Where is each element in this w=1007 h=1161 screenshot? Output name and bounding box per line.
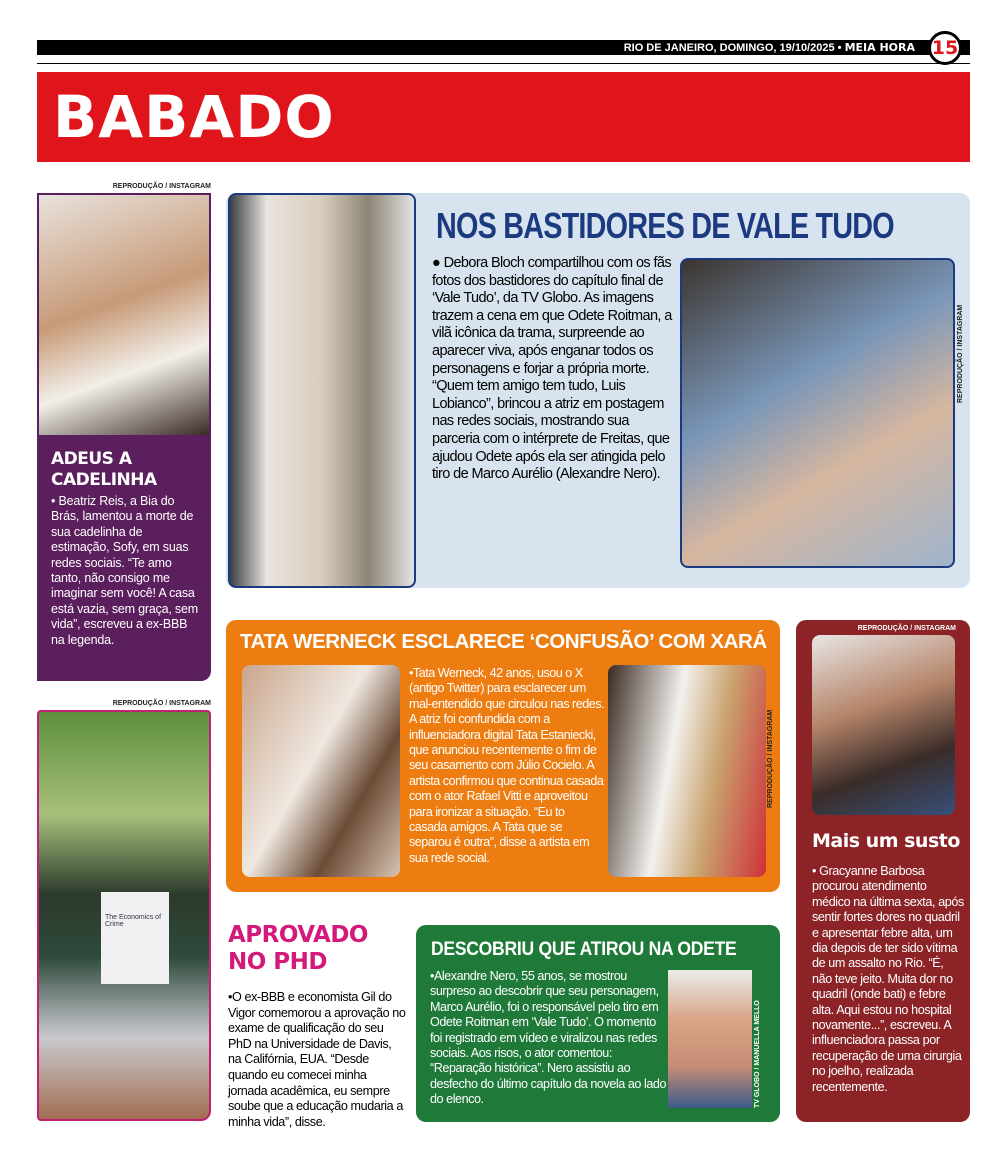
photo-bastidores-selfie [680, 258, 955, 568]
brand: MEIA HORA [844, 41, 915, 54]
photo-credit: REPRODUÇÃO / INSTAGRAM [112, 700, 211, 707]
story-susto [796, 620, 970, 1122]
story-title: Mais um susto [812, 830, 960, 852]
story-tata [226, 620, 780, 892]
photo-credit: REPRODUÇÃO / INSTAGRAM [767, 709, 774, 808]
story-body-text: Debora Bloch compartilhou com os fãs fotos dos bastidores do capítulo final de ‘Vale Tudo’, da TV Globo. As imagens trazem a cena em que Odete Roitman, a vilã icônica da trama, surpreende ao aparecer viva, após enganar todos os personagens e forjar a própria morte. “Quem tem amigo tem tudo, Luis Lobianco”, brincou a atriz em postagem nas redes sociais, mostrando sua parceria com o intérprete de Freitas, que ajudou Odete após ela ser atingida pelo tiro de Marco Aurélio (Alexandre Nero). [432, 255, 672, 483]
photo-gracyanne [812, 635, 955, 815]
photo-credit: REPRODUÇÃO / INSTAGRAM [112, 183, 211, 190]
photo-alexandre-nero [668, 970, 752, 1108]
section-title: BABADO [37, 72, 970, 162]
story-body: • Gracyanne Barbosa procurou atendimento médico na última sexta, após sentir fortes dores no quadril e apresentar febre alta, um dia depois de ter sido vítima de um assalto no Rio. “É, não teve jeito. Muita dor no quadril (onde bati) e febre alta. Aqui estou no hospital novamente...”, escreveu. A influenciadora passa por recuperação de uma cirurgia no joelho, realizada recentemente. [812, 864, 964, 1094]
dateline: RIO DE JANEIRO, DOMINGO, 19/10/2025 • [623, 42, 842, 54]
story-cadelinha [37, 193, 211, 681]
story-body: • Beatriz Reis, a Bia do Brás, lamentou a morte de sua cadelinha de estimação, Sofy, em suas redes sociais. “Te amo tanto, não consigo me imaginar sem você! A casa está vazia, sem graça, sem vida”, escreveu a ex-BBB na legenda. [51, 494, 198, 647]
story-body: •Alexandre Nero, 55 anos, se mostrou surpreso ao descobrir que seu personagem, Marco Aurélio, foi o responsável pelo tiro em Odete Roitman em ‘Vale Tudo’. O momento foi registrado em vídeo e viralizou nas redes sociais. Aos risos, o ator comentou: “Reparação histórica”. Nero assistiu ao desfecho do último capítulo da novela ao lado do elenco. [430, 969, 667, 1107]
book-cover: The Economics of Crime [101, 892, 169, 984]
photo-credit: TV GLOBO / MANUELLA MELLO [754, 1000, 761, 1108]
story-body: •O ex-BBB e economista Gil do Vigor comemorou a aprovação no exame de qualificação do seu PhD na Universidade de Davis, na Califórnia, EUA. “Desde quando eu comecei minha jornada acadêmica, eu sempre soube que a educação mudaria a minha vida”, disse. [228, 990, 406, 1129]
photo-credit: REPRODUÇÃO / INSTAGRAM [957, 304, 964, 403]
story-title: DESCOBRIU QUE ATIROU NA ODETE [431, 938, 737, 960]
story-title: APROVADO NO PHD [228, 922, 368, 975]
story-body: ● Debora Bloch compartilhou com os fãs fotos dos bastidores do capítulo final de ‘Vale Tudo’, da TV Globo. As imagens trazem a cena em que Odete Roitman, a vilã icônica da trama, surpreende ao aparecer viva, após enganar todos os personagens e forjar a própria morte. “Quem tem amigo tem tudo, Luis Lobianco”, brincou a atriz em postagem nas redes sociais, mostrando sua parceria com o intérprete de Freitas, que ajudou Odete após ela ser atingida pelo tiro de Marco Aurélio (Alexandre Nero). [432, 255, 672, 483]
photo-gil-do-vigor [37, 710, 211, 1121]
story-bastidores [226, 193, 970, 588]
story-odete [416, 925, 780, 1122]
photo-tata-rafael [242, 665, 400, 877]
dateline-bar [37, 40, 970, 55]
story-title: TATA WERNECK ESCLARECE ‘CONFUSÃO’ COM XARÁ [240, 630, 767, 653]
divider [37, 63, 970, 64]
photo-credit: REPRODUÇÃO / INSTAGRAM [857, 625, 956, 632]
photo-beatriz [39, 195, 209, 435]
page-number: 15 [928, 31, 962, 65]
story-body: •Tata Werneck, 42 anos, usou o X (antigo Twitter) para esclarecer um mal-entendido que circulou nas redes. A atriz foi confundida com a influenciadora digital Tata Estaniecki, que anunciou recentemente o fim de seu casamento com Júlio Cocielo. A artista confirmou que continua casada com o ator Rafael Vitti e aproveitou para ironizar a situação. “Eu to casada amigos. A Tata que se separou é outra”, disse a artista em sua rede social. [409, 666, 605, 865]
story-title: NOS BASTIDORES DE VALE TUDO [436, 205, 894, 246]
story-title: ADEUS A CADELINHA [51, 449, 157, 490]
photo-debora-luis [228, 193, 416, 588]
photo-tata-julio [608, 665, 766, 877]
